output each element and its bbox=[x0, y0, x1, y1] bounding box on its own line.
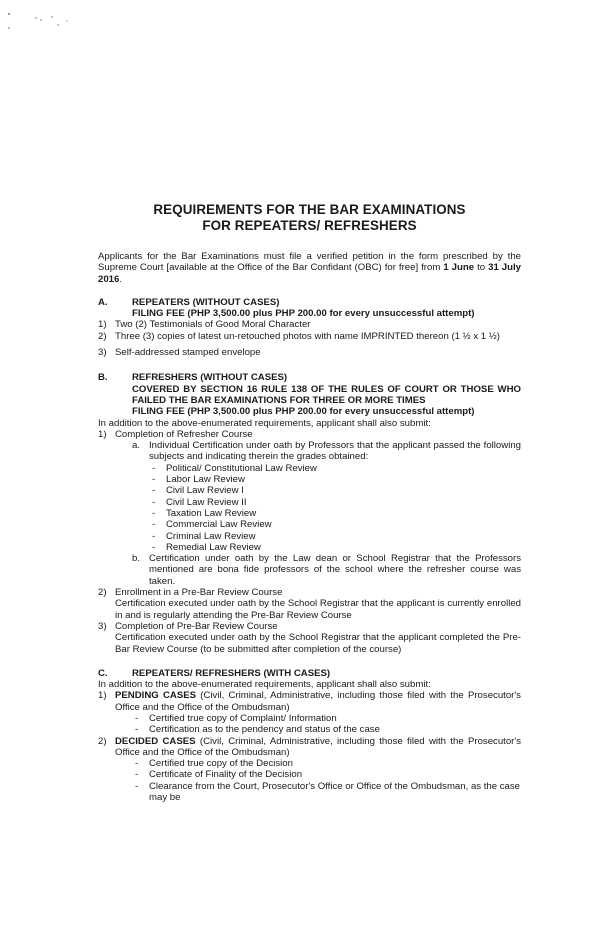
section-a-fee: FILING FEE (PHP 3,500.00 plus PHP 200.00 for every unsuccessful attempt) bbox=[132, 308, 475, 320]
section-b-fee: FILING FEE (PHP 3,500.00 plus PHP 200.00 for every unsuccessful attempt) bbox=[132, 406, 475, 418]
subject-item bbox=[98, 542, 521, 553]
dash-bullet: - bbox=[152, 519, 156, 531]
sub-item-label: b. bbox=[132, 553, 141, 565]
section-b-covered: COVERED BY SECTION 16 RULE 138 OF THE RULES OF COURT OR THOSE WHO FAILED THE BAR EXAMINATIONS FOR THREE OR MORE TIMES bbox=[132, 383, 521, 406]
item-label: DECIDED CASES bbox=[115, 735, 196, 747]
section-c-heading bbox=[98, 668, 521, 679]
section-c bbox=[98, 668, 521, 804]
title-line-2: FOR REPEATERS/ REFRESHERS bbox=[202, 217, 417, 233]
item-text: Completion of Refresher Course bbox=[115, 428, 253, 440]
section-a bbox=[98, 297, 521, 358]
sub-item-a bbox=[98, 440, 521, 463]
subject-text: Labor Law Review bbox=[166, 474, 245, 486]
bullet-text: Certification as to the pendency and status of the case bbox=[149, 724, 380, 736]
subject-text: Taxation Law Review bbox=[166, 507, 257, 519]
dash-bullet: - bbox=[152, 496, 156, 508]
dash-bullet: - bbox=[152, 530, 156, 542]
intro-paragraph bbox=[98, 251, 521, 285]
dash-bullet: - bbox=[152, 541, 156, 553]
intro-to: to bbox=[477, 262, 486, 274]
item-number: 2) bbox=[98, 587, 107, 599]
dash-bullet: - bbox=[152, 485, 156, 497]
dash-bullet: - bbox=[152, 462, 156, 474]
item-number: 1) bbox=[98, 428, 107, 440]
item-number: 3) bbox=[98, 620, 107, 632]
item-number: 2) bbox=[98, 735, 107, 747]
bullet-item bbox=[98, 758, 521, 769]
bullet-item bbox=[98, 713, 521, 724]
list-item bbox=[98, 621, 521, 632]
list-item bbox=[98, 319, 521, 330]
bullet-item bbox=[98, 769, 521, 780]
subject-item bbox=[98, 474, 521, 485]
item-text: Self-addressed stamped envelope bbox=[115, 347, 261, 359]
item-text: Two (2) Testimonials of Good Moral Character bbox=[115, 319, 311, 331]
bullet-text: Clearance from the Court, Prosecutor's Office or Office of the Ombudsman, as the case may be bbox=[149, 780, 521, 804]
subject-text: Remedial Law Review bbox=[166, 541, 261, 553]
list-item bbox=[98, 331, 521, 342]
list-item bbox=[98, 587, 521, 598]
intro-date-start: 1 June bbox=[443, 262, 475, 274]
scan-specks bbox=[0, 0, 80, 40]
sub-item-text: Certification under oath by the Law dean or School Registrar that the Professors mentioned are bona fide professors of the school where the refresher course was taken. bbox=[149, 553, 521, 587]
bullet-text: Certificate of Finality of the Decision bbox=[149, 769, 303, 781]
bullet-text: Certified true copy of Complaint/ Information bbox=[149, 712, 337, 724]
item-label: PENDING CASES bbox=[115, 690, 197, 702]
subject-item bbox=[98, 508, 521, 519]
list-item bbox=[98, 690, 521, 713]
list-item bbox=[98, 429, 521, 440]
item-text: (Civil, Criminal, Administrative, including those filed with the Prosecutor's Office and the Office of the Ombudsman) bbox=[115, 690, 521, 713]
list-item bbox=[98, 736, 521, 759]
sub-item-b bbox=[98, 553, 521, 587]
dash-bullet: - bbox=[135, 758, 139, 770]
subject-item bbox=[98, 497, 521, 508]
item-text: (Civil, Criminal, Administrative, including those filed with the Prosecutor's Office and the Office of the Ombudsman) bbox=[115, 735, 522, 758]
dash-bullet: - bbox=[152, 507, 156, 519]
dash-bullet: - bbox=[135, 769, 139, 781]
section-a-letter: A. bbox=[98, 296, 108, 308]
dash-bullet: - bbox=[152, 474, 156, 486]
section-b-title: REFRESHERS (WITHOUT CASES) bbox=[132, 372, 288, 384]
section-b-letter: B. bbox=[98, 372, 108, 384]
section-a-title: REPEATERS (WITHOUT CASES) bbox=[132, 296, 280, 308]
page-title bbox=[98, 202, 521, 233]
item-text: Enrollment in a Pre-Bar Review Course bbox=[115, 587, 283, 599]
section-a-heading bbox=[98, 297, 521, 308]
list-item bbox=[98, 347, 521, 358]
item-number: 3) bbox=[98, 347, 107, 359]
item-number: 1) bbox=[98, 690, 107, 702]
sub-item-text: Individual Certification under oath by Professors that the applicant passed the following subjects and indicating therein the grades obtained: bbox=[149, 440, 521, 463]
item-text: Three (3) copies of latest un-retouched photos with name IMPRINTED thereon (1 ½ x 1 ½) bbox=[115, 330, 500, 342]
section-c-title: REPEATERS/ REFRESHERS (WITH CASES) bbox=[132, 667, 331, 679]
section-b bbox=[98, 372, 521, 654]
subject-item bbox=[98, 519, 521, 530]
title-line-1: REQUIREMENTS FOR THE BAR EXAMINATIONS bbox=[153, 202, 466, 217]
section-b-heading bbox=[98, 372, 521, 383]
subject-text: Civil Law Review II bbox=[166, 496, 247, 508]
bullet-item bbox=[98, 781, 521, 804]
dash-bullet: - bbox=[135, 780, 139, 792]
item-number: 1) bbox=[98, 319, 107, 331]
subject-text: Political/ Constitutional Law Review bbox=[166, 462, 317, 474]
bullet-text: Certified true copy of the Decision bbox=[149, 758, 293, 770]
subject-text: Commercial Law Review bbox=[166, 519, 272, 531]
subject-item bbox=[98, 531, 521, 542]
sub-item-label: a. bbox=[132, 440, 141, 452]
bullet-item bbox=[98, 724, 521, 735]
section-c-letter: C. bbox=[98, 667, 108, 679]
dash-bullet: - bbox=[135, 712, 139, 724]
section-b-addition: In addition to the above-enumerated requirements, applicant shall also submit: bbox=[98, 417, 431, 429]
item-detail: Certification executed under oath by the School Registrar that the applicant completed the Pre-Bar Review Course (to be submitted after completion of the course) bbox=[115, 632, 521, 655]
item-detail: Certification executed under oath by the School Registrar that the applicant is currently enrolled in and is regularly attending the Pre-Bar Review Course bbox=[115, 598, 521, 621]
intro-end: . bbox=[119, 273, 123, 285]
item-text: Completion of Pre-Bar Review Course bbox=[115, 620, 278, 632]
item-number: 2) bbox=[98, 330, 107, 342]
dash-bullet: - bbox=[135, 724, 139, 736]
subject-text: Civil Law Review I bbox=[166, 485, 244, 497]
subject-text: Criminal Law Review bbox=[166, 530, 256, 542]
subject-item bbox=[98, 485, 521, 496]
subject-item bbox=[98, 463, 521, 474]
section-c-addition: In addition to the above-enumerated requirements, applicant shall also submit: bbox=[98, 679, 431, 691]
intro-text: Applicants for the Bar Examinations must file a verified petition in the form prescribed by the Supreme Court [available at the Office of the Bar Confidant (OBC) for free] from bbox=[98, 251, 521, 274]
intro-date-end: 31 July 2016 bbox=[98, 262, 521, 285]
document-page bbox=[98, 202, 521, 803]
